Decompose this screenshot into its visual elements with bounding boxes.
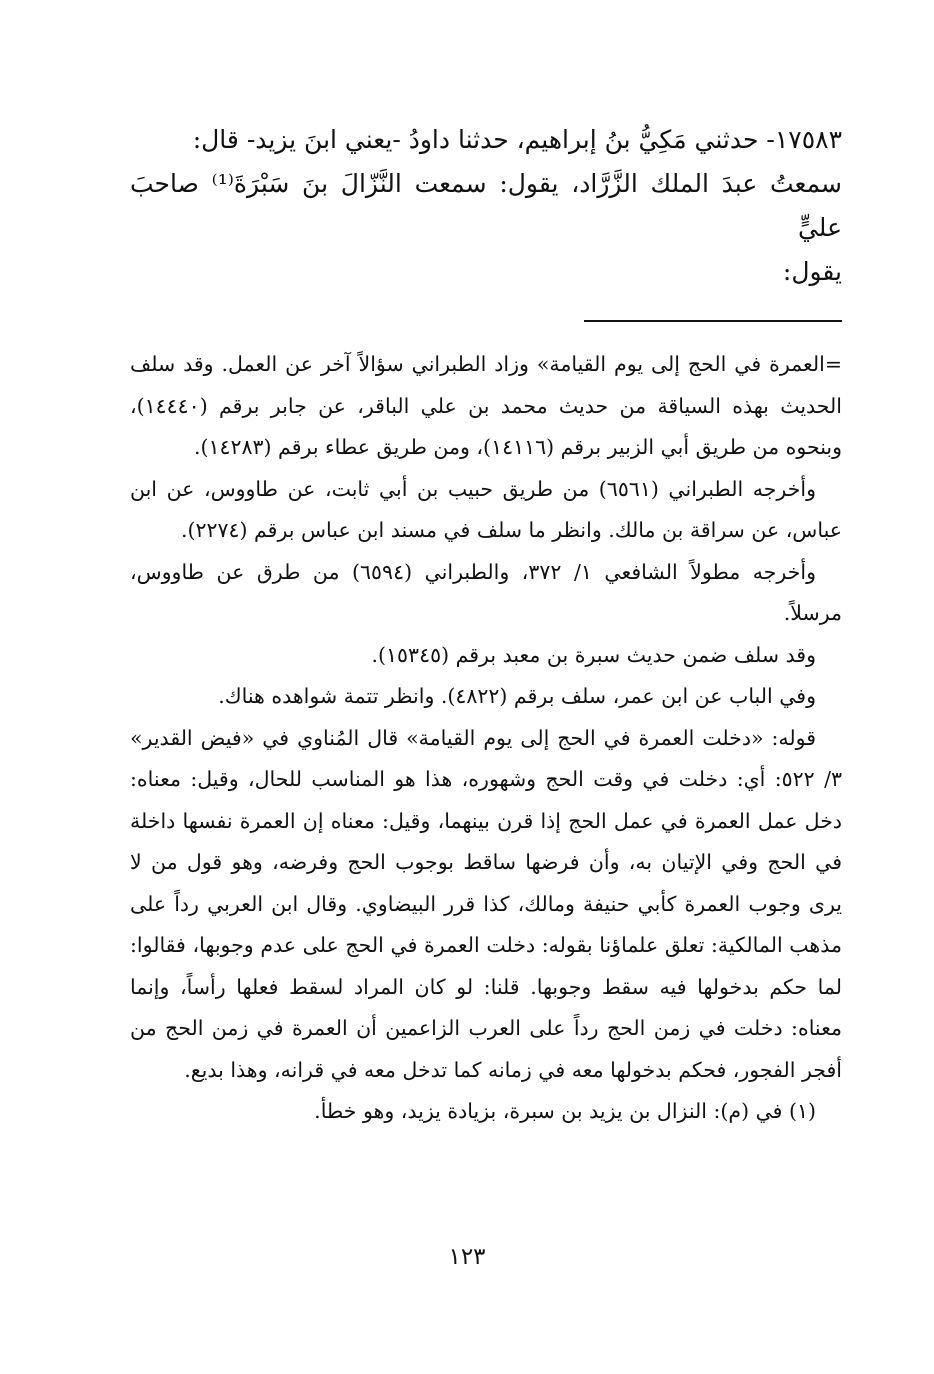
footnote-separator bbox=[584, 320, 842, 322]
footnote-paragraph: وأخرجه الطبراني (٦٥٦١) من طريق حبيب بن أبي ثابت، عن طاووس، عن ابن عباس، عن سراقة بن مالك. وانظر ما سلف في مسند ابن عباس برقم (٢٢٧٤). bbox=[130, 476, 842, 542]
page-content bbox=[130, 118, 842, 1133]
footnote-paragraph: وفي الباب عن ابن عمر، سلف برقم (٤٨٢٢). وانظر تتمة شواهده هناك. bbox=[218, 684, 816, 708]
hadith-text bbox=[130, 118, 842, 294]
page-number: ١٢٣ bbox=[448, 1244, 486, 1270]
footnote-continuation: = العمرة في الحج إلى يوم القيامة» وزاد الطبراني سؤالاً آخر عن العمل. وقد سلف الحديث بهذه السياقة من حديث محمد بن علي الباقر، عن جابر برقم (١٤٤٤٠)، وبنحوه من طريق أبي الزبير برقم (١٤١١٦)، ومن طريق عطاء برقم (١٤٢٨٣). bbox=[130, 344, 842, 469]
footnote-paragraph: وأخرجه مطولاً الشافعي ١/ ٣٧٢، والطبراني (٦٥٩٤) من طرق عن طاووس، مرسلاً. bbox=[130, 559, 842, 625]
footnote-1: (١) في (م): النزال بن يزيد بن سبرة، بزيادة يزيد، وهو خطأ. bbox=[314, 1099, 816, 1123]
hadith-line-3: يقول: bbox=[782, 257, 842, 286]
hadith-line-2: سمعتُ عبدَ الملك الزَّرَّاد، يقول: سمعت النَّزّالَ بنَ سَبْرَةَ⁽¹⁾ صاحبَ عليٍّ bbox=[130, 169, 842, 242]
footnotes bbox=[130, 344, 842, 1133]
hadith-line-1: ١٧٥٨٣- حدثني مَكِيُّ بنُ إبراهيم، حدثنا داودُ -يعني ابنَ يزيد- قال: bbox=[192, 125, 842, 154]
footnote-paragraph: وقد سلف ضمن حديث سبرة بن معبد برقم (١٥٣٤٥). bbox=[371, 642, 816, 667]
footnote-paragraph: قوله: «دخلت العمرة في الحج إلى يوم القيامة» قال المُناوي في «فيض القدير» ٣/ ٥٢٢: أي: دخلت في وقت الحج وشهوره، هذا هو المناسب للحال، وقيل: معناه: دخل عمل العمرة في عمل الحج إذا قرن بينهما، وقيل: معناه إن العمرة نفسها داخلة في الحج وفي الإتيان به، وأن فرضها ساقط بوجوب الحج وفرضه، وهو قول من لا يرى وجوب العمرة كأبي حنيفة ومالك، كذا قرر البيضاوي. وقال ابن العربي رداً على مذهب المالكية: تعلق علماؤنا بقوله: دخلت العمرة في الحج على عدم وجوبها، فقالوا: لما حكم بدخولها فيه سقط وجوبها. قلنا: لو كان المراد لسقط فعلها رأساً، وإنما معناه: دخلت في زمن الحج رداً على العرب الزاعمين أن العمرة في زمن الحج من أفجر الفجور، فحكم بدخولها معه في زمانه كما تدخل معه في قرانه، وهذا بديع. bbox=[130, 725, 842, 1082]
